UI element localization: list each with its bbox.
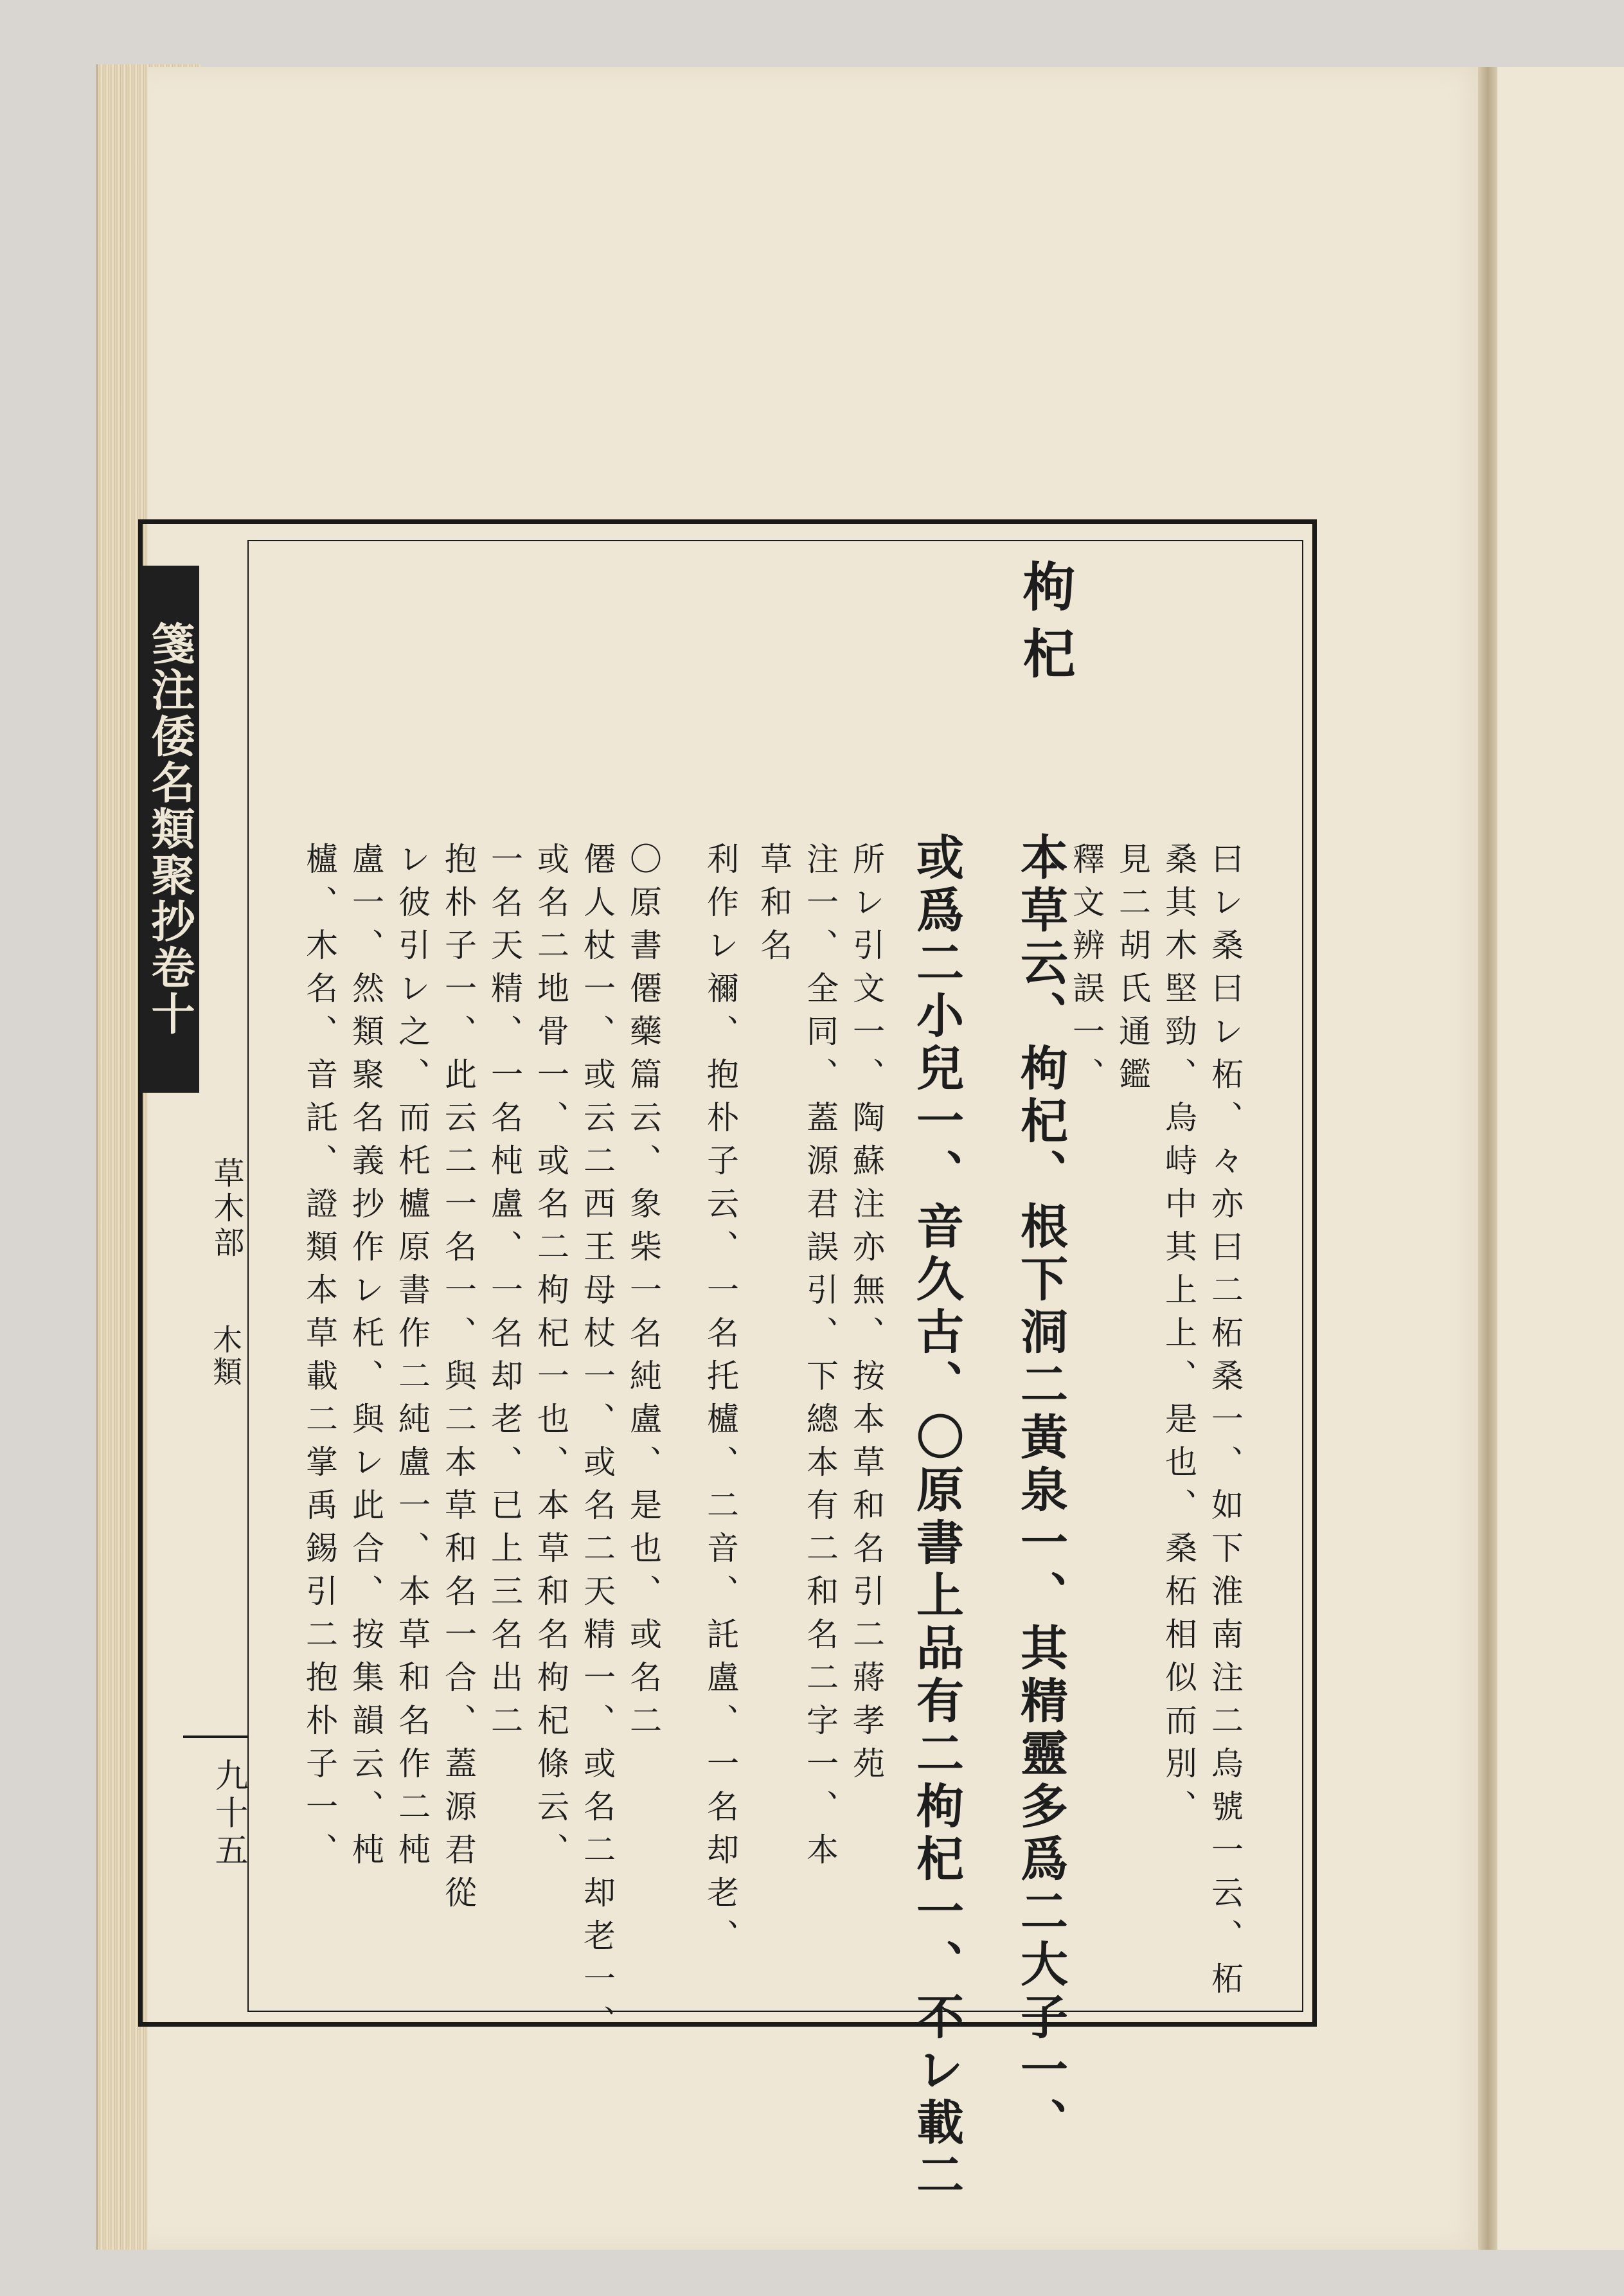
text-column: 見二胡氏通鑑: [1114, 842, 1151, 1100]
text-column: 所レ引文一、陶蘇注亦無、按本草和名引二蔣孝苑: [848, 842, 885, 1789]
text-column: 曰レ桑曰レ柘、々亦曰二柘桑一、如下淮南注二烏號一云、柘: [1206, 842, 1244, 2005]
text-column: 本草云、枸杞、根下洞二黃泉一、其精靈多爲二大子一、: [1013, 832, 1068, 2150]
margin-section: 草木部: [208, 1157, 244, 1261]
text-column: レ彼引レ之、而杔櫨原書作二純盧一、本草和名作二杶: [393, 842, 431, 1876]
text-column: 或爲二小兒一、音久古、〇原書上品有二枸杞一、不レ載二: [909, 832, 964, 2203]
margin-subsection: 木類: [208, 1324, 243, 1388]
right-page: [1497, 67, 1624, 2250]
volume-label: 卷十: [144, 945, 195, 1037]
text-column: 〇原書僊藥篇云、象柴一名純盧、是也、或名二: [625, 842, 662, 1746]
text-column: 抱朴子一、此云二一名一、與二本草和名一合、蓋源君從: [440, 842, 477, 1919]
text-column: 注一、全同、蓋源君誤引、下總本有二和名二字一、本: [801, 842, 839, 1876]
margin-book-title: [140, 566, 199, 1093]
text-column: 一名天精、一名杶盧、一名却老、已上三名出二: [486, 842, 523, 1746]
book-title: 箋注倭名類聚抄: [144, 621, 195, 945]
text-column: 利作レ禰、抱朴子云、一名托櫨、二音、託盧、一名却老、: [702, 842, 739, 1962]
text-column: 釋文辨誤一、: [1067, 842, 1105, 1100]
text-column: 盧一、然類聚名義抄作レ杔、與レ此合、按集韻云、杶: [347, 842, 384, 1876]
text-column: 或名二地骨一、或名二枸杞一也、本草和名枸杞條云、: [532, 842, 569, 1876]
book-gutter: [1478, 67, 1497, 2250]
text-column: 草和名: [755, 842, 792, 971]
page-number: 九十五: [209, 1758, 247, 1870]
folio-rule: [183, 1735, 247, 1738]
text-column: 桑其木堅勁、烏峙中其上上、是也、桑柘相似而別、: [1160, 842, 1197, 1833]
text-column: 僊人杖一、或云二西王母杖一、或名二天精一、或名二却老一、: [578, 842, 616, 2048]
entry-heading: 枸杞: [1014, 559, 1076, 693]
text-column: 櫨、木名、音託、證類本草載二掌禹錫引二抱朴子一、: [301, 842, 338, 1876]
